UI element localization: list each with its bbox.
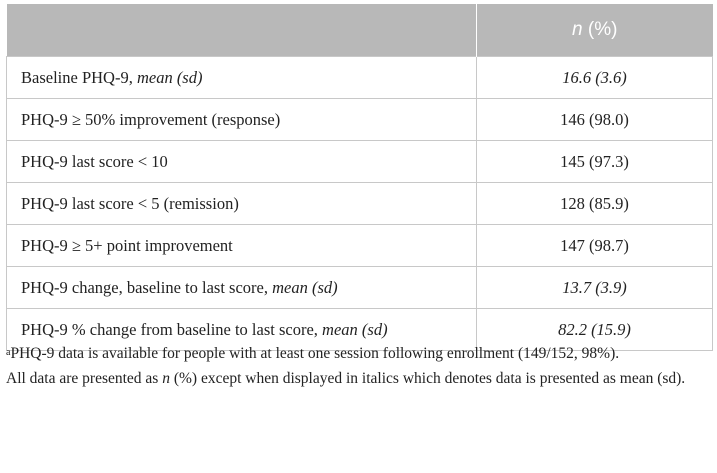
row-value: 13.7 (3.9) [477,267,713,309]
table-footnotes [6,342,712,392]
row-value: 145 (97.3) [477,141,713,183]
row-label-text: PHQ-9 % change from baseline to last score, [21,319,323,339]
footnote-b [6,367,712,390]
row-label-text: PHQ-9 ≥ 50% improvement (response) [21,109,281,129]
row-label-text: Baseline PHQ-9, [21,67,137,87]
footnote-a-marker: a [6,347,11,358]
results-table-container [6,4,712,351]
row-label-italic: mean (sd) [136,67,203,87]
row-label-text: PHQ-9 ≥ 5+ point improvement [21,235,233,255]
row-label-italic: mean (sd) [272,277,338,297]
table-header-row [7,4,713,57]
row-label-text: PHQ-9 change, baseline to last score, [21,277,273,297]
table-row [7,57,713,99]
table-row [7,141,713,183]
phq9-results-table [6,4,713,351]
table-row [7,183,713,225]
table-row [7,267,713,309]
table-row [7,225,713,267]
footnote-a-text: PHQ-9 data is available for people with at least one session following enrollment (149/152, 98%). [10,345,620,362]
footnote-a [6,342,712,365]
row-label-text: PHQ-9 last score < 10 [21,151,168,171]
row-label [7,225,477,267]
footnote-b-italic: n [162,370,170,387]
row-label [7,99,477,141]
row-label-text: PHQ-9 last score < 5 (remission) [21,193,239,213]
row-label [7,183,477,225]
row-value: 16.6 (3.6) [477,57,713,99]
row-value: 82.2 (15.9) [477,309,713,351]
footnote-b-pre: All data are presented as [6,370,163,387]
row-label [7,141,477,183]
header-n-italic: n [572,19,583,40]
footnote-b-post: (%) except when displayed in italics which denotes data is presented as mean (sd). [169,370,686,387]
row-label [7,57,477,99]
header-percent-label: (%) [582,19,618,40]
row-value: 128 (85.9) [477,183,713,225]
row-value: 146 (98.0) [477,99,713,141]
table-row [7,99,713,141]
row-value: 147 (98.7) [477,225,713,267]
row-label [7,267,477,309]
row-label-italic: mean (sd) [322,319,388,339]
header-col-n-percent [477,4,713,57]
header-col-measure [7,4,477,57]
